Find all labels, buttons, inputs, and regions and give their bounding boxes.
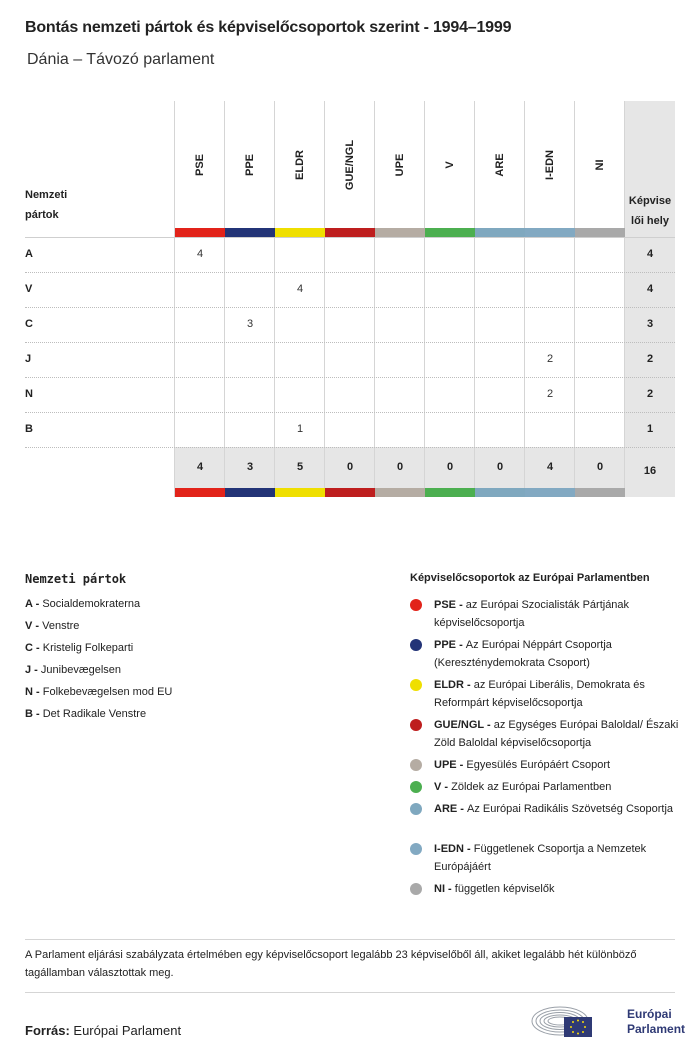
group-legend-text [434, 880, 680, 898]
group-color-bar [375, 228, 425, 237]
column-total: 0 [446, 461, 454, 473]
group-code: UPE - [434, 759, 467, 771]
party-row-label: C [25, 318, 33, 330]
column-total: 0 [396, 461, 404, 473]
page-title: Bontás nemzeti pártok és képviselőcsoportok szerint - 1994–1999 [25, 19, 512, 36]
party-name: Venstre [42, 620, 80, 632]
row-total: 4 [646, 283, 654, 295]
footnote: A Parlament eljárási szabályzata értelmében egy képviselőcsoport legalább 23 képviselőből áll, akiket legalább hét különböző tagállamban választottak meg. [25, 949, 637, 979]
table-cell: 3 [246, 318, 254, 330]
group-legend-text [434, 840, 680, 876]
group-legend-text [434, 778, 680, 796]
total-column-background [625, 101, 675, 497]
row-divider [25, 377, 675, 378]
party-legend-item [25, 598, 140, 610]
row-total: 2 [646, 388, 654, 400]
group-label: NI [594, 159, 606, 171]
row-divider [25, 307, 675, 308]
page-subtitle: Dánia – Távozó parlament [27, 51, 215, 68]
group-color-bar [175, 228, 225, 237]
column-total: 0 [496, 461, 504, 473]
party-code: B - [25, 708, 43, 720]
group-color-dot-icon [410, 719, 422, 731]
party-code: N - [25, 686, 43, 698]
group-legend-text [434, 596, 680, 632]
group-color-dot-icon [410, 843, 422, 855]
group-legend-text [434, 636, 680, 672]
group-color-bar [575, 228, 625, 237]
table-cell: 4 [296, 283, 304, 295]
column-header [275, 101, 325, 227]
group-color-bar [475, 488, 525, 497]
group-color-dot-icon [410, 781, 422, 793]
party-code: V - [25, 620, 43, 632]
column-total: 0 [346, 461, 354, 473]
group-description: független képviselők [454, 883, 555, 895]
group-legend-text [434, 716, 680, 752]
party-legend-item [25, 620, 79, 632]
column-header [575, 101, 625, 227]
party-legend-item [25, 664, 121, 676]
party-code: J - [25, 664, 41, 676]
group-code: V - [434, 781, 452, 793]
group-label: PSE [194, 153, 206, 177]
group-color-bar [225, 488, 275, 497]
party-legend-item [25, 642, 133, 654]
column-header [375, 101, 425, 227]
group-description: az Európai Szocialisták Pártjának képviselőcsoportja [434, 599, 630, 629]
group-color-bar [475, 228, 525, 237]
group-label: UPE [394, 153, 406, 177]
group-color-bar [425, 488, 475, 497]
party-name: Folkebevægelsen mod EU [42, 686, 173, 698]
party-legend-item [25, 686, 172, 698]
group-color-bar [375, 488, 425, 497]
column-header [475, 101, 525, 227]
source-value: Európai Parlament [69, 1023, 182, 1038]
group-color-bar [225, 228, 275, 237]
table-cell: 2 [546, 388, 554, 400]
column-header [325, 101, 375, 227]
party-name: Socialdemokraterna [42, 598, 141, 610]
group-description: az Európai Liberális, Demokrata és Reformpárt képviselőcsoportja [434, 679, 645, 709]
table-cell: 4 [196, 248, 204, 260]
column-header [175, 101, 225, 227]
column-header [225, 101, 275, 227]
header-divider [25, 237, 675, 238]
row-divider [25, 412, 675, 413]
row-divider [25, 342, 675, 343]
group-color-bar [325, 228, 375, 237]
row-total: 4 [646, 248, 654, 260]
group-legend-text [434, 676, 680, 712]
party-legend-item [25, 708, 146, 720]
party-row-label: A [25, 248, 33, 260]
party-row-label: V [25, 283, 33, 295]
group-color-bar [525, 228, 575, 237]
party-name: Junibevægelsen [40, 664, 122, 676]
total-header: Képvise lői hely [628, 195, 672, 227]
divider [25, 992, 675, 993]
table-cell: 2 [546, 353, 554, 365]
group-color-dot-icon [410, 759, 422, 771]
group-code: PPE - [434, 639, 466, 651]
group-color-bar [175, 488, 225, 497]
row-divider [25, 447, 675, 448]
group-color-dot-icon [410, 679, 422, 691]
group-description: Függetlenek Csoportja a Nemzetek Európájáért [434, 843, 647, 873]
group-label: GUE/NGL [344, 139, 356, 191]
group-color-bar [275, 228, 325, 237]
column-total: 4 [546, 461, 554, 473]
column-total: 0 [596, 461, 604, 473]
grand-total: 16 [643, 465, 657, 477]
group-code: ELDR - [434, 679, 474, 691]
group-legend-text [434, 756, 680, 774]
source [25, 1023, 181, 1038]
group-label: V [444, 161, 456, 169]
group-color-bar [575, 488, 625, 497]
row-total: 3 [646, 318, 654, 330]
column-total: 5 [296, 461, 304, 473]
group-legend-text [434, 800, 680, 818]
party-name: Kristelig Folkeparti [42, 642, 134, 654]
parties-legend-title: Nemzeti pártok [25, 572, 127, 586]
column-header [425, 101, 475, 227]
row-total: 2 [646, 353, 654, 365]
group-description: Zöldek az Európai Parlamentben [451, 781, 612, 793]
row-header: Nemzeti pártok [25, 189, 68, 221]
row-total: 1 [646, 423, 654, 435]
column-total: 3 [246, 461, 254, 473]
group-label: ELDR [294, 150, 306, 180]
row-divider [25, 272, 675, 273]
group-code: PSE - [434, 599, 466, 611]
column-header [525, 101, 575, 227]
group-color-dot-icon [410, 803, 422, 815]
group-color-bar [325, 488, 375, 497]
party-name: Det Radikale Venstre [42, 708, 147, 720]
party-row-label: N [25, 388, 33, 400]
group-code: GUE/NGL - [434, 719, 494, 731]
groups-legend-title: Képviselőcsoportok az Európai Parlamentben [410, 572, 650, 584]
group-label: ARE [494, 153, 506, 177]
group-label: PPE [244, 153, 256, 177]
group-description: Az Európai Radikális Szövetség Csoportja [467, 803, 674, 815]
party-row-label: B [25, 423, 33, 435]
group-description: az Egységes Európai Baloldal/ Északi Zöld Baloldal képviselőcsoportja [434, 719, 679, 749]
group-color-dot-icon [410, 599, 422, 611]
ep-logo-text: Európai Parlament [627, 1007, 686, 1036]
party-code: C - [25, 642, 43, 654]
group-code: I-EDN - [434, 843, 474, 855]
party-code: A - [25, 598, 43, 610]
group-color-dot-icon [410, 639, 422, 651]
party-row-label: J [25, 353, 32, 365]
column-total: 4 [196, 461, 204, 473]
table-cell: 1 [296, 423, 304, 435]
group-color-bar [425, 228, 475, 237]
divider [25, 939, 675, 940]
group-code: ARE - [434, 803, 467, 815]
group-code: NI - [434, 883, 455, 895]
group-description: Egyesülés Európáért Csoport [466, 759, 611, 771]
source-label: Forrás: [25, 1023, 70, 1038]
group-color-dot-icon [410, 883, 422, 895]
group-color-bar [275, 488, 325, 497]
group-description: Az Európai Néppárt Csoportja (Kereszténydemokrata Csoport) [434, 639, 612, 669]
group-label: I-EDN [544, 150, 556, 180]
group-color-bar [525, 488, 575, 497]
